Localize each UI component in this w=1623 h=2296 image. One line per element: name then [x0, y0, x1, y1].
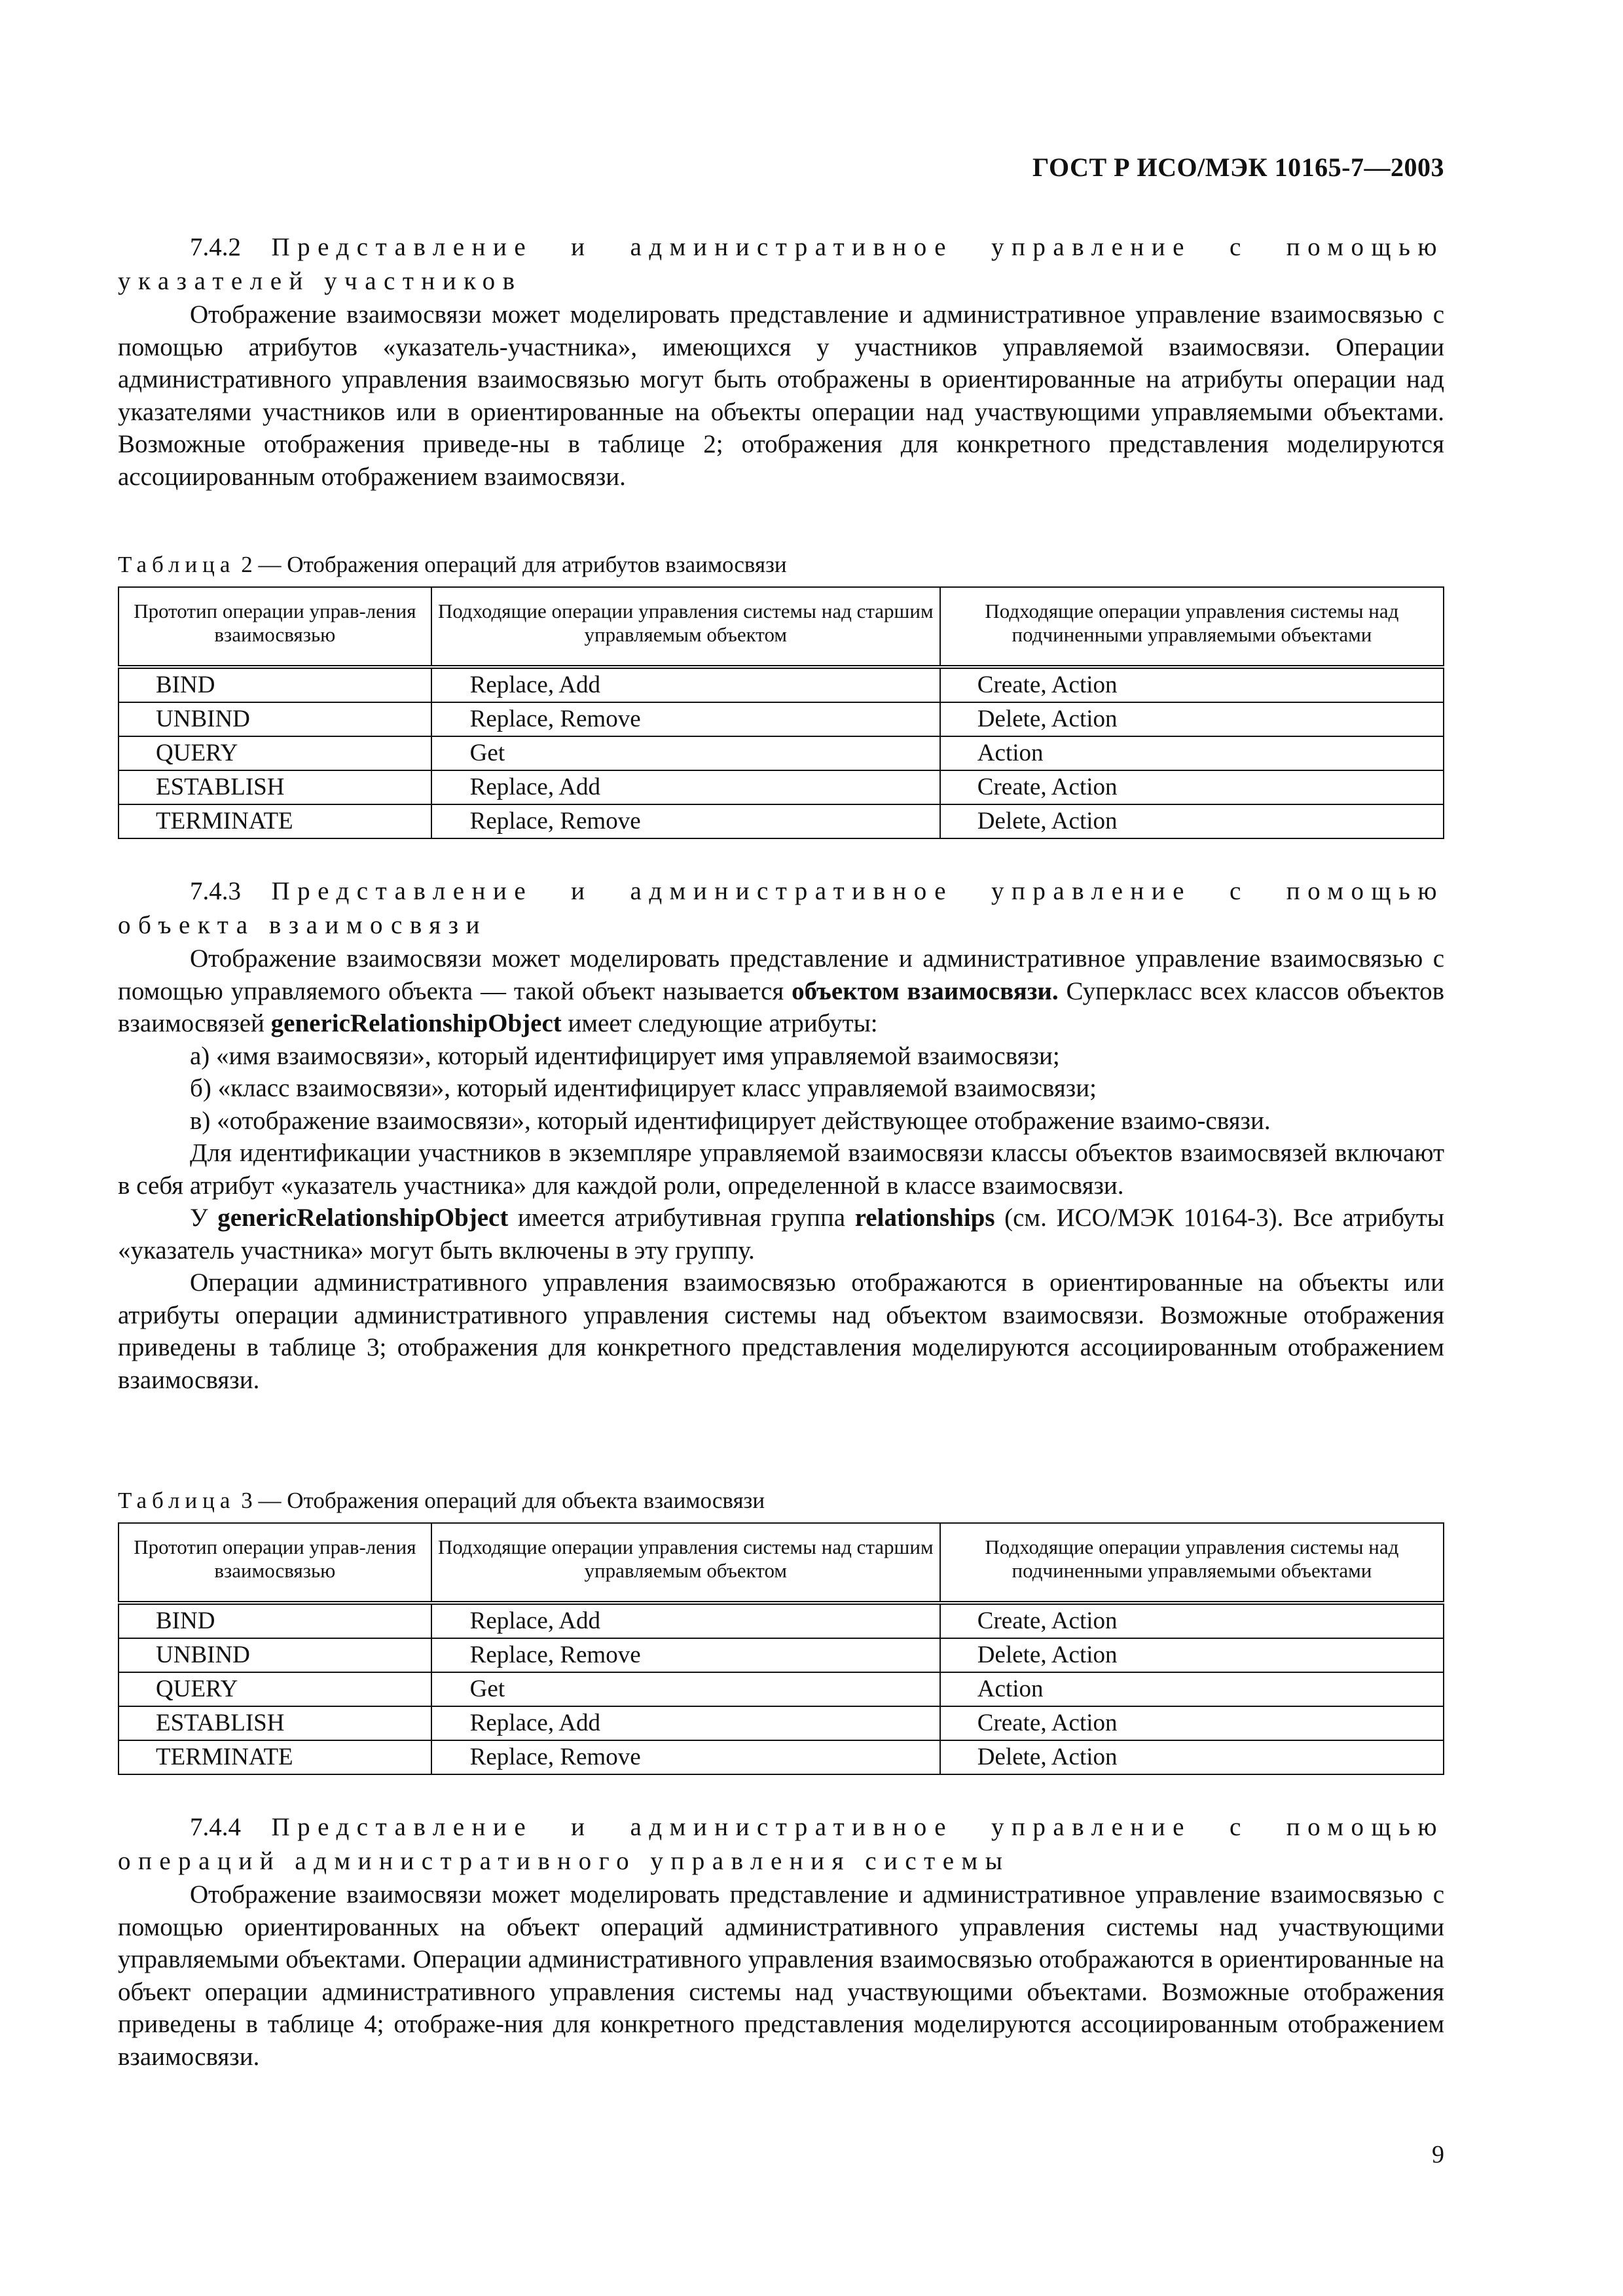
text-run: У	[190, 1204, 218, 1232]
section-paragraph: Отображение взаимосвязи может моделировать представление и административное управление взаимосвязью с помощью ориентированных на объект операций административного управления системы над участвующими управляемыми объектами. Операции административного управления взаимосвязью отображаются в ориентированные на объект операции административного управления системы над участвующими объектами. Возможные отображения приведены в таблице 4; отображе-ния для конкретного представления моделируются ассоциированным отображением взаимосвязи.	[118, 1880, 1444, 2071]
text-run: имеется атрибутивная группа	[508, 1204, 855, 1232]
list-item: в) «отображение взаимосвязи», который идентифицирует действующее отображение взаимо-связи.	[190, 1106, 1271, 1135]
section-title-line2: указателей участников	[118, 267, 522, 295]
table-cell: TERMINATE	[119, 1740, 431, 1774]
column-header: Подходящие операции управления системы над старшим управляемым объектом	[431, 587, 940, 667]
table-cell: ESTABLISH	[119, 1706, 431, 1740]
table-row	[119, 1638, 1444, 1672]
table-cell: Replace, Remove	[431, 1740, 940, 1774]
text-run: (см. ИСО/МЭК 10164-3). Все атрибуты «указатель участника» могут быть включены в эту группу.	[118, 1204, 1444, 1265]
table-header-row	[119, 1523, 1444, 1603]
table-cell: Delete, Action	[940, 1638, 1444, 1672]
column-header: Прототип операции управ-ления взаимосвязью	[119, 587, 431, 667]
page-number: 9	[1432, 2141, 1444, 2168]
section-number: 7.4.4	[190, 1813, 241, 1841]
section-paragraph: Отображение взаимосвязи может моделировать представление и административное управление взаимосвязью с помощью атрибутов «указатель-участника», имеющихся у участников управляемой взаимосвязи. Операции административного управления взаимосвязью могут быть отображены в ориентированные на атрибуты операции над указателями участников или в ориентированные на объекты операции над участвующими управляемыми объектами. Возможные отображения приведе-ны в таблице 2; отображения для конкретного представления моделируются ассоциированным отображением взаимосвязи.	[118, 300, 1444, 491]
table-row	[119, 770, 1444, 804]
term-generic-relationship-object: genericRelationshipObject	[270, 1009, 562, 1037]
table-caption-text: 2 — Отображения операций для атрибутов взаимосвязи	[241, 552, 787, 577]
table-cell: UNBIND	[119, 702, 431, 736]
section-title-line1: Представление и административное управление с помощью	[271, 877, 1445, 905]
section-heading	[118, 230, 1444, 264]
table-2	[118, 586, 1444, 839]
table-cell: ESTABLISH	[119, 770, 431, 804]
table-row	[119, 1672, 1444, 1706]
table-row	[119, 736, 1444, 770]
text-run: Суперкласс всех классов объектов взаимосвязей	[118, 977, 1445, 1037]
table-cell: Action	[940, 1672, 1444, 1706]
section-7-4-2	[118, 230, 1444, 493]
section-title-line2: операций административного управления системы	[118, 1847, 1010, 1875]
table-cell: Replace, Remove	[431, 702, 940, 736]
table-cell: Replace, Add	[431, 1603, 940, 1638]
table-cell: Replace, Add	[431, 667, 940, 702]
table-row	[119, 667, 1444, 702]
table-cell: Create, Action	[940, 667, 1444, 702]
section-paragraph: Для идентификации участников в экземпляре управляемой взаимосвязи классы объектов взаимосвязей включают в себя атрибут «указатель участника» для каждой роли, определенной в классе взаимосвязи.	[118, 1139, 1444, 1200]
table-2-block	[118, 550, 1444, 839]
term-relationship-object: объектом взаимосвязи.	[792, 977, 1059, 1005]
list-item: б) «класс взаимосвязи», который идентифицирует класс управляемой взаимосвязи;	[190, 1074, 1097, 1102]
table-caption	[118, 550, 1444, 580]
term-relationships: relationships	[854, 1204, 995, 1232]
table-cell: Replace, Add	[431, 1706, 940, 1740]
table-cell: Create, Action	[940, 770, 1444, 804]
table-cell: Delete, Action	[940, 804, 1444, 838]
table-cell: QUERY	[119, 736, 431, 770]
section-heading-cont	[118, 264, 1444, 298]
table-cell: Delete, Action	[940, 1740, 1444, 1774]
table-row	[119, 1706, 1444, 1740]
section-title-line2: объекта взаимосвязи	[118, 911, 487, 939]
table-caption-label: Таблица	[118, 1488, 236, 1513]
text-run: имеет следующие атрибуты:	[561, 1009, 878, 1037]
table-cell: Delete, Action	[940, 702, 1444, 736]
list-item: а) «имя взаимосвязи», который идентифицирует имя управляемой взаимосвязи;	[190, 1041, 1060, 1070]
table-cell: Create, Action	[940, 1603, 1444, 1638]
table-3	[118, 1522, 1444, 1775]
section-7-4-4	[118, 1810, 1444, 2073]
section-paragraph: Операции административного управления взаимосвязью отображаются в ориентированные на объекты или атрибуты операции административного управления системы над объектом взаимосвязи. Возможные отображения приведены в таблице 3; отображения для конкретного представления моделируются ассоциированным отображением взаимосвязи.	[118, 1268, 1444, 1394]
section-number: 7.4.3	[190, 877, 241, 905]
column-header: Прототип операции управ-ления взаимосвязью	[119, 1523, 431, 1603]
document-header: ГОСТ Р ИСО/МЭК 10165-7—2003	[1032, 152, 1444, 182]
table-row	[119, 702, 1444, 736]
table-caption-label: Таблица	[118, 552, 236, 577]
document-page	[118, 0, 1444, 2296]
section-title-line1: Представление и административное управление с помощью	[271, 1813, 1445, 1841]
column-header: Подходящие операции управления системы над подчиненными управляемыми объектами	[940, 1523, 1444, 1603]
term-generic-relationship-object: genericRelationshipObject	[217, 1204, 509, 1232]
section-heading	[118, 874, 1444, 908]
table-3-block	[118, 1486, 1444, 1775]
table-cell: Replace, Add	[431, 770, 940, 804]
column-header: Подходящие операции управления системы над старшим управляемым объектом	[431, 1523, 940, 1603]
section-heading-cont	[118, 1844, 1444, 1878]
section-title-line1: Представление и административное управление с помощью	[271, 233, 1445, 261]
column-header: Подходящие операции управления системы над подчиненными управляемыми объектами	[940, 587, 1444, 667]
table-caption	[118, 1486, 1444, 1516]
table-row	[119, 1740, 1444, 1774]
section-heading-cont	[118, 908, 1444, 942]
table-cell: Action	[940, 736, 1444, 770]
table-cell: UNBIND	[119, 1638, 431, 1672]
table-row	[119, 1603, 1444, 1638]
table-cell: BIND	[119, 667, 431, 702]
table-cell: QUERY	[119, 1672, 431, 1706]
table-row	[119, 804, 1444, 838]
table-cell: Get	[431, 1672, 940, 1706]
section-paragraph	[118, 942, 1444, 1040]
table-cell: TERMINATE	[119, 804, 431, 838]
section-paragraph	[118, 1202, 1444, 1266]
table-caption-text: 3 — Отображения операций для объекта взаимосвязи	[241, 1488, 765, 1513]
table-cell: Replace, Remove	[431, 1638, 940, 1672]
text-run: Отображение взаимосвязи может моделировать представление и административное управление взаимосвязью с помощью управляемого объекта — такой объект называется	[118, 944, 1444, 1005]
table-cell: Create, Action	[940, 1706, 1444, 1740]
table-cell: BIND	[119, 1603, 431, 1638]
table-cell: Get	[431, 736, 940, 770]
table-cell: Replace, Remove	[431, 804, 940, 838]
section-number: 7.4.2	[190, 233, 241, 261]
table-header-row	[119, 587, 1444, 667]
section-heading	[118, 1810, 1444, 1844]
section-7-4-3	[118, 874, 1444, 1396]
